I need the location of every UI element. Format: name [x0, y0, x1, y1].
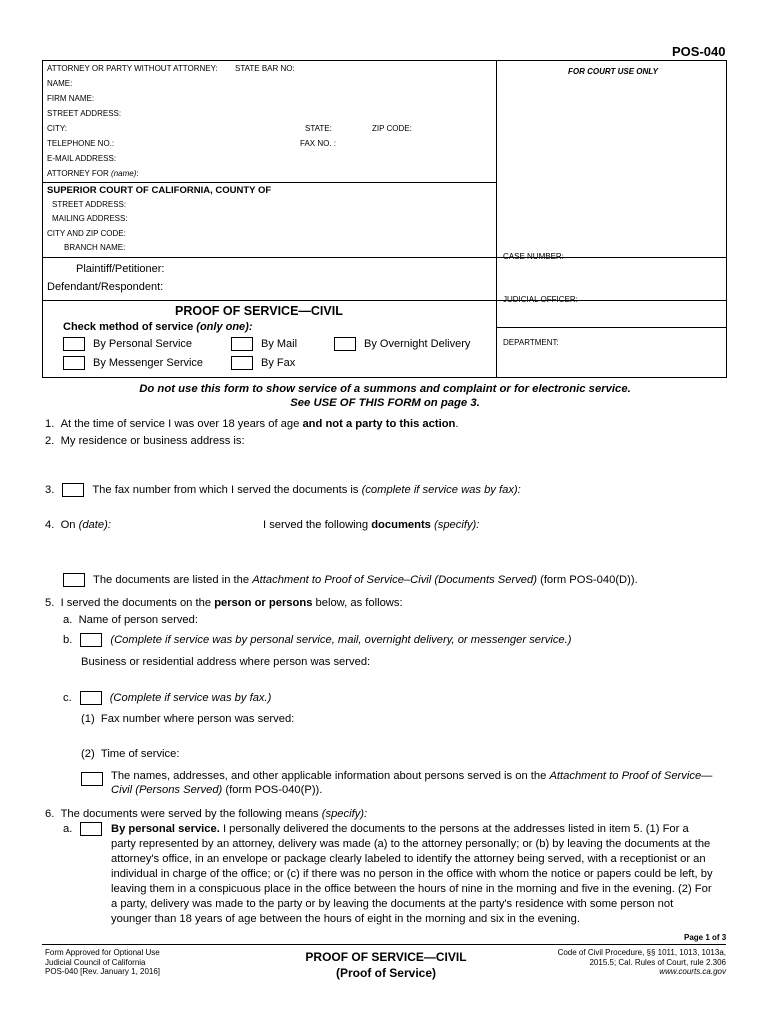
item-4-date: 4. On (date): [45, 519, 111, 531]
messenger-checkbox[interactable] [63, 356, 85, 370]
divider-attorney [42, 182, 496, 183]
court-title: SUPERIOR COURT OF CALIFORNIA, COUNTY OF [47, 185, 272, 196]
court-street-label: STREET ADDRESS: [52, 200, 127, 209]
overnight-label: By Overnight Delivery [364, 338, 471, 350]
mail-label: By Mail [261, 338, 298, 350]
column-divider [496, 60, 497, 378]
item-6a-l4: individual in charge of the office; or (c) if there was no person in the office with whom the notice or papers could be left, by [111, 868, 713, 880]
zip-label: ZIP CODE: [372, 124, 412, 133]
mail-checkbox[interactable] [231, 337, 253, 351]
divider-court [42, 257, 726, 258]
item-6a-l2: party represented by an attorney, delivery was made (a) to the attorney personally; or (b) by leaving the documents at the [111, 838, 711, 850]
state-bar-label: STATE BAR NO: [235, 64, 295, 73]
case-number-label: CASE NUMBER: [503, 252, 564, 261]
documents-attachment: The documents are listed in the Attachment to Proof of Service–Civil (Documents Served) (form POS-040(D)). [63, 573, 638, 588]
item-5b-checkbox[interactable] [80, 633, 102, 647]
item-6a-l5: leaving them in a conspicuous place in the office between the hours of nine in the morning and five in the evening. (2) For [111, 883, 712, 895]
persons-attachment-checkbox[interactable] [81, 772, 103, 786]
method-fax[interactable] [231, 356, 295, 370]
plaintiff-label: Plaintiff/Petitioner: [76, 263, 165, 275]
method-mail[interactable] [231, 337, 297, 351]
court-use-label: FOR COURT USE ONLY [568, 67, 658, 76]
footer-title: PROOF OF SERVICE—CIVIL (Proof of Service) [305, 950, 467, 980]
notice-line2: See USE OF THIS FORM on page 3. [290, 397, 480, 409]
item-6a: a. [63, 822, 102, 837]
form-id: POS-040 [672, 44, 726, 59]
item-4-documents: I served the following documents (specify): [263, 519, 480, 531]
personal-checkbox[interactable] [63, 337, 85, 351]
header-bottom-border [42, 377, 726, 378]
court-branch-label: BRANCH NAME: [64, 243, 126, 252]
item-1: 1. At the time of service I was over 18 years of age and not a party to this action. [45, 418, 459, 430]
header-left-border [42, 60, 43, 378]
divider-parties [42, 300, 726, 301]
persons-attachment-line1: The names, addresses, and other applicable information about persons served is on the Attachment to Proof of Service— [111, 770, 713, 782]
judicial-officer-label: JUDICIAL OFFICER: [503, 295, 578, 304]
courts-link[interactable]: www.courts.ca.gov [659, 967, 726, 976]
item-5c2: (2) Time of service: [81, 748, 180, 760]
item-2: 2. My residence or business address is: [45, 435, 245, 447]
method-overnight[interactable] [334, 337, 470, 351]
defendant-label: Defendant/Respondent: [47, 281, 164, 293]
method-personal[interactable] [63, 337, 192, 351]
item-6a-l3: attorney's office, in an envelope or package clearly labeled to identify the attorney being served, with a receptionist or an [111, 853, 706, 865]
fax-label: FAX NO. : [300, 139, 337, 148]
court-mailing-label: MAILING ADDRESS: [52, 214, 128, 223]
item-5c-checkbox[interactable] [80, 691, 102, 705]
street-label: STREET ADDRESS: [47, 109, 122, 118]
persons-attachment-line2: Civil (Persons Served) (form POS-040(P)). [111, 784, 323, 796]
footer-rule [42, 944, 726, 945]
fax-number-checkbox[interactable] [62, 483, 84, 497]
email-label: E-MAIL ADDRESS: [47, 154, 117, 163]
fax-checkbox[interactable] [231, 356, 253, 370]
item-5c: c. (Complete if service was by fax.) [63, 692, 272, 704]
item-6: 6. The documents were served by the following means (specify): [45, 808, 368, 820]
header-right-border [726, 60, 727, 378]
item-6a-l1: By personal service. I personally delivered the documents to the persons at the addresses listed in item 5. (1) For a [111, 823, 689, 835]
item-5b-address: Business or residential address where person was served: [81, 656, 371, 668]
footer-left: Form Approved for Optional Use Judicial Council of California POS-040 [Rev. January 1, 2016] [45, 948, 161, 976]
persons-attachment-checkbox-wrap [81, 770, 103, 788]
form-title: PROOF OF SERVICE—CIVIL [175, 304, 343, 318]
phone-label: TELEPHONE NO.: [47, 139, 115, 148]
fax-method-label: By Fax [261, 357, 296, 369]
item-6a-l7: younger than 18 years of age between the hours of eight in the morning and six in the evening. [111, 913, 580, 925]
page-number: Page 1 of 3 [684, 933, 727, 942]
header-top-border [42, 60, 726, 61]
item-5c1: (1) Fax number where person was served: [81, 713, 295, 725]
firm-label: FIRM NAME: [47, 94, 95, 103]
name-label: NAME: [47, 79, 73, 88]
item-5b: b. (Complete if service was by personal service, mail, overnight delivery, or messenger service.) [63, 634, 572, 646]
check-method-label: Check method of service (only one): [63, 321, 253, 333]
divider-judicial [496, 327, 726, 328]
documents-attachment-checkbox[interactable] [63, 573, 85, 587]
attorney-for-label: ATTORNEY FOR (name): [47, 169, 139, 178]
notice-line1: Do not use this form to show service of a summons and complaint or for electronic service. [139, 383, 631, 395]
court-cityzip-label: CITY AND ZIP CODE: [47, 229, 126, 238]
state-label: STATE: [305, 124, 332, 133]
item-5a: a. Name of person served: [63, 614, 198, 626]
item-3: 3. The fax number from which I served the documents is (complete if service was by fax): [45, 484, 521, 496]
item-5: 5. I served the documents on the person or persons below, as follows: [45, 597, 403, 609]
item-6a-l6: a party, delivery was made to the party or by leaving the documents at the party's residence with some person not [111, 898, 674, 910]
city-label: CITY: [47, 124, 68, 133]
messenger-label: By Messenger Service [93, 357, 204, 369]
footer-right: Code of Civil Procedure, §§ 1011, 1013, 1013a, 2015.5; Cal. Rules of Court, rule 2.306 www.courts.ca.gov [500, 948, 726, 977]
department-label: DEPARTMENT: [503, 338, 559, 347]
personal-service-checkbox[interactable] [80, 822, 102, 836]
overnight-checkbox[interactable] [334, 337, 356, 351]
attorney-label: ATTORNEY OR PARTY WITHOUT ATTORNEY: [47, 64, 218, 73]
method-messenger[interactable] [63, 356, 203, 370]
personal-label: By Personal Service [93, 338, 193, 350]
